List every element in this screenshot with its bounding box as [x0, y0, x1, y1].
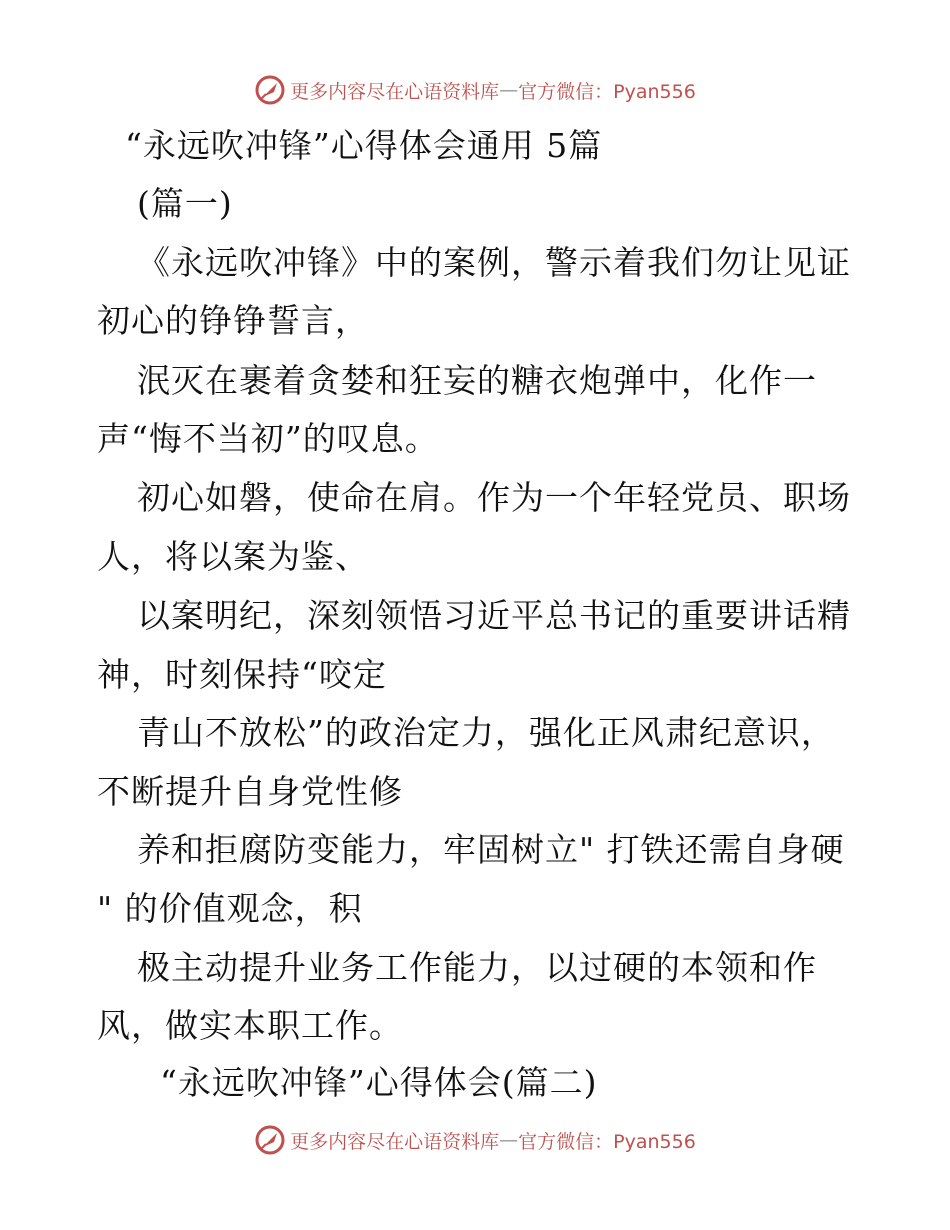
paragraph-line: 风，做实本职工作。	[97, 1006, 403, 1045]
paragraph-line: 不断提升自身党性修	[97, 772, 403, 811]
section-heading-2: “永远吹冲锋”心得体会(篇二)	[160, 1063, 598, 1102]
header-banner	[0, 70, 950, 110]
paragraph-line: 极主动提升业务工作能力，以过硬的本领和作	[137, 948, 817, 987]
banner-wechat-text: 官方微信：Pyan556	[518, 1130, 696, 1153]
paragraph-line: 声“悔不当初”的叹息。	[97, 419, 439, 458]
paragraph-line: 养和拒腐防变能力，牢固树立" 打铁还需自身硬	[137, 830, 845, 869]
paragraph-line: 人，将以案为鉴、	[97, 537, 369, 576]
banner-dash: —	[499, 79, 519, 101]
footer-banner	[0, 1120, 950, 1160]
paragraph-line: 神，时刻保持“咬定	[97, 655, 387, 694]
paragraph-line: 青山不放松”的政治定力，强化正风肃纪意识，	[137, 713, 835, 752]
banner-main-text: 更多内容尽在心语资料库	[290, 80, 500, 103]
paragraph-line: 《永远吹冲锋》中的案例，警示着我们勿让见证	[137, 243, 851, 282]
quill-logo-icon	[254, 1124, 286, 1156]
banner-dash: —	[499, 1129, 519, 1151]
paragraph-line: 泯灭在裹着贪婪和狂妄的糖衣炮弹中，化作一	[137, 361, 817, 400]
paragraph-line: 初心的铮铮誓言，	[97, 301, 369, 340]
paragraph-line: 初心如磐，使命在肩。作为一个年轻党员、职场	[137, 478, 851, 517]
section-heading-1: (篇一)	[137, 184, 233, 223]
banner-main-text: 更多内容尽在心语资料库	[290, 1130, 500, 1153]
paragraph-line: 以案明纪，深刻领悟习近平总书记的重要讲话精	[137, 596, 851, 635]
paragraph-line: " 的价值观念，积	[97, 889, 363, 928]
quill-logo-icon	[254, 74, 286, 106]
banner-wechat-text: 官方微信：Pyan556	[518, 80, 696, 103]
document-title: “永远吹冲锋”心得体会通用 5篇	[125, 126, 603, 165]
